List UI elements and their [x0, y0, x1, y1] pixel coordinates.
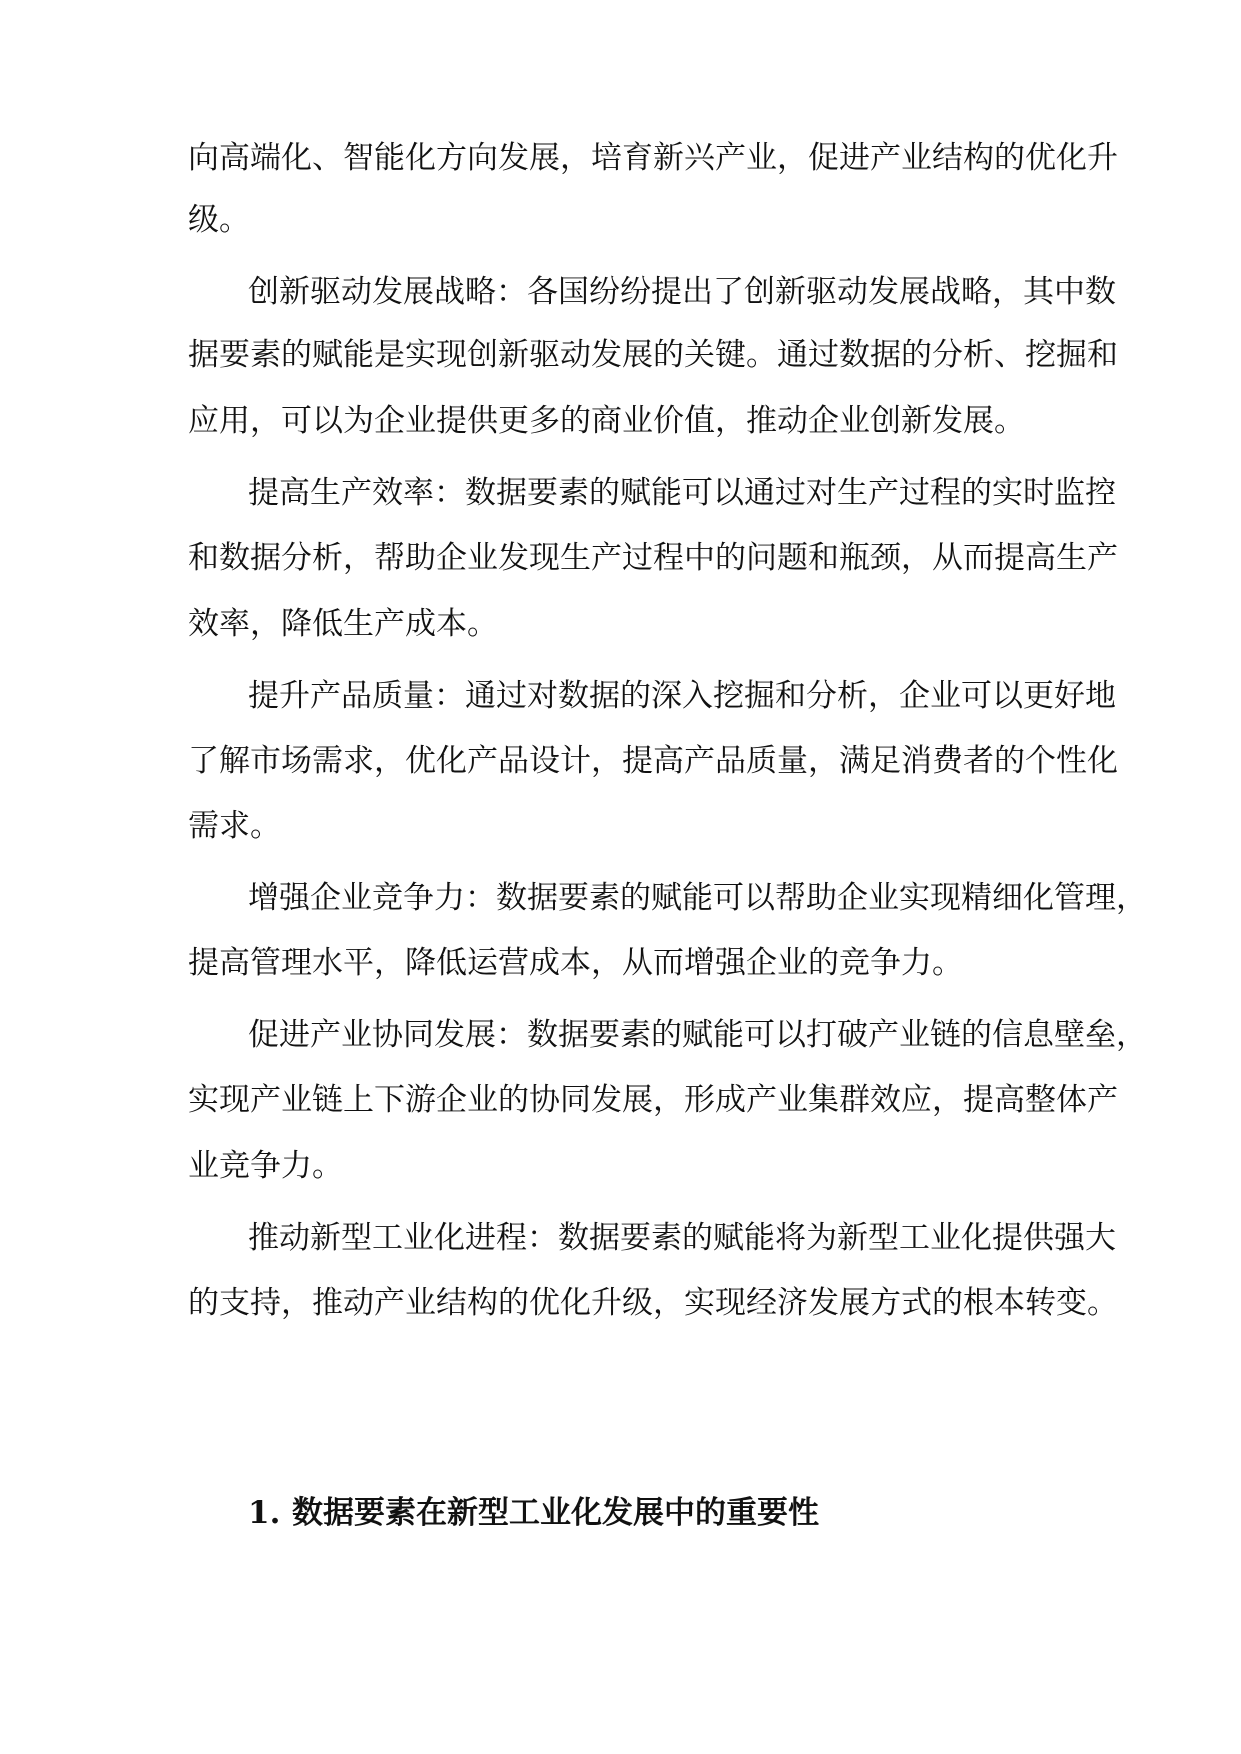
paragraph-line: 创新驱动发展战略：各国纷纷提出了创新驱动发展战略，其中数	[248, 274, 1116, 310]
paragraph-line: 增强企业竞争力：数据要素的赋能可以帮助企业实现精细化管理，	[248, 880, 1147, 916]
paragraph-line: 效率，降低生产成本。	[188, 606, 498, 642]
paragraph-line: 级。	[188, 202, 250, 238]
paragraph-line: 提高管理水平，降低运营成本，从而增强企业的竞争力。	[188, 945, 963, 981]
paragraph-line: 提高生产效率：数据要素的赋能可以通过对生产过程的实时监控	[248, 475, 1116, 511]
paragraph-line: 和数据分析，帮助企业发现生产过程中的问题和瓶颈，从而提高生产	[188, 540, 1118, 576]
paragraph-line: 了解市场需求，优化产品设计，提高产品质量，满足消费者的个性化	[188, 743, 1118, 779]
paragraph-line: 业竞争力。	[188, 1148, 343, 1184]
section-heading	[248, 1493, 819, 1533]
paragraph-line: 应用，可以为企业提供更多的商业价值，推动企业创新发展。	[188, 403, 1025, 439]
paragraph-line: 推动新型工业化进程：数据要素的赋能将为新型工业化提供强大	[248, 1220, 1116, 1256]
section-title: 数据要素在新型工业化发展中的重要性	[292, 1495, 819, 1531]
paragraph-line: 向高端化、智能化方向发展，培育新兴产业，促进产业结构的优化升	[188, 140, 1118, 176]
paragraph-line: 促进产业协同发展：数据要素的赋能可以打破产业链的信息壁垒，	[248, 1017, 1147, 1053]
paragraph-line: 提升产品质量：通过对数据的深入挖掘和分析，企业可以更好地	[248, 678, 1116, 714]
paragraph-line: 需求。	[188, 808, 281, 844]
paragraph-line: 据要素的赋能是实现创新驱动发展的关键。通过数据的分析、挖掘和	[188, 337, 1118, 373]
section-number: 1.	[248, 1495, 281, 1531]
paragraph-line: 的支持，推动产业结构的优化升级，实现经济发展方式的根本转变。	[188, 1285, 1118, 1321]
paragraph-line: 实现产业链上下游企业的协同发展，形成产业集群效应，提高整体产	[188, 1082, 1118, 1118]
